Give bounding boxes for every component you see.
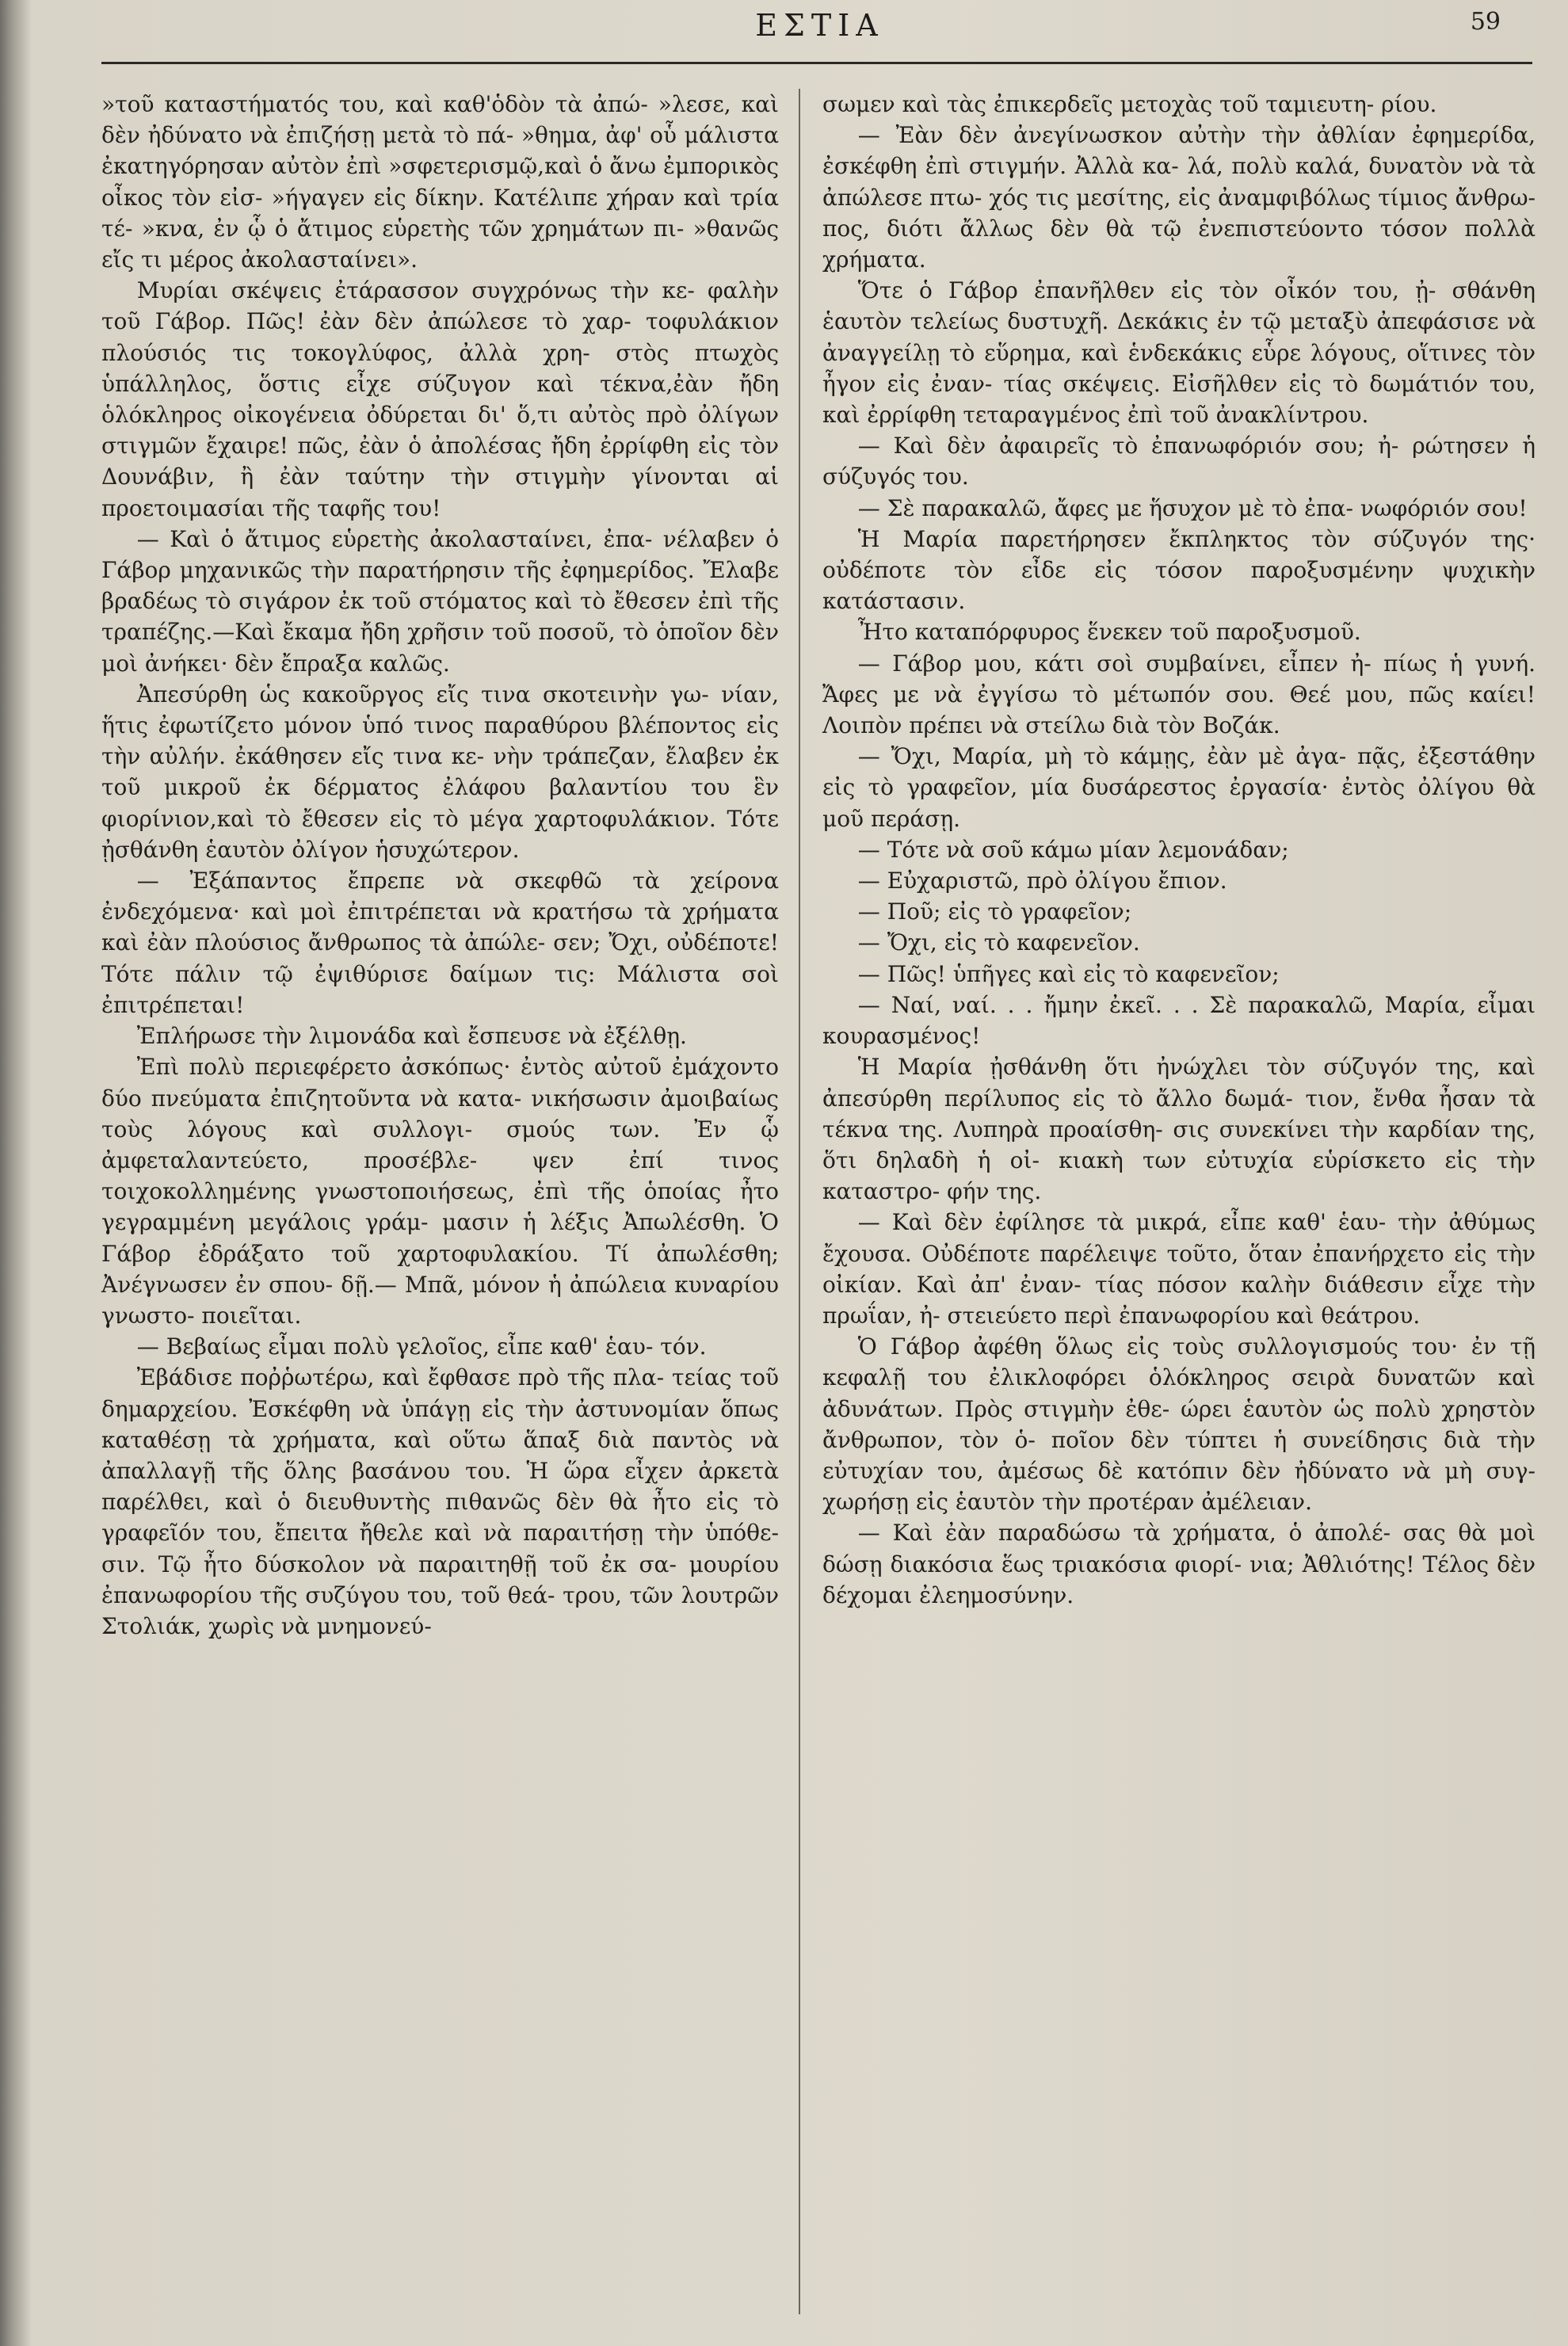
paragraph: — Καὶ δὲν ἐφίλησε τὰ μικρά, εἶπε καθ' ἑαυ- τὴν ἀθύμως ἔχουσα. Οὐδέποτε παρέλειψε τοῦτο, ὅταν ἐπανήρχετο εἰς τὴν οἰκίαν. Καὶ ἀπ' ἐναν- τίας πόσον καλὴν διάθεσιν εἶχε τὴν πρωΐαν, ἠ- στειεύετο περὶ ἐπανωφορίου καὶ θεάτρου. bbox=[822, 1209, 1536, 1329]
paragraph: Ὁ Γάβορ ἀφέθη ὅλως εἰς τοὺς συλλογισμούς του· ἐν τῇ κεφαλῇ του ἐλικλοφόρει ὁλόκληρος σειρὰ δυνατῶν καὶ ἀδυνάτων. Πρὸς στιγμὴν ἐθε- ώρει ἑαυτὸν ὡς πολὺ χρηστὸν ἄνθρωπον, τὸν ὁ- ποῖον δὲν τύπτει ἡ συνείδησις διὰ τὴν εὐτυχίαν του, ἀμέσως δὲ κατόπιν δὲν ἠδύνατο νὰ μὴ συγ- χωρήσῃ εἰς ἑαυτὸν τὴν προτέραν ἀμέλειαν. bbox=[822, 1333, 1536, 1516]
paragraph: — Εὐχαριστῶ, πρὸ ὀλίγου ἔπιον. bbox=[857, 868, 1227, 895]
paragraph: — Ποῦ; εἰς τὸ γραφεῖον; bbox=[857, 898, 1132, 925]
paragraph: Ἦτο καταπόρφυρος ἕνεκεν τοῦ παροξυσμοῦ. bbox=[857, 619, 1361, 646]
page-number: 59 bbox=[1470, 8, 1501, 36]
paragraph: — Ἐὰν δὲν ἀνεγίνωσκον αὐτὴν τὴν ἀθλίαν ἐφημερίδα, ἐσκέφθη ἐπὶ στιγμήν. Ἀλλὰ κα- λά, πολὺ καλά, δυνατὸν νὰ τὰ ἀπώλεσε πτω- χός τις μεσίτης, εἰς ἀναμφιβόλως τίμιος ἄνθρω- πος, διότι ἄλλως δὲν θὰ τῷ ἐνεπιστεύοντο τόσον πολλὰ χρήματα. bbox=[822, 122, 1536, 273]
paragraph: Ὅτε ὁ Γάβορ ἐπανῆλθεν εἰς τὸν οἶκόν του, ᾐ- σθάνθη ἑαυτὸν τελείως δυστυχῆ. Δεκάκις ἐν τῷ μεταξὺ ἀπεφάσισε νὰ ἀναγγείλῃ τὸ εὕρημα, καὶ ἑνδεκάκις εὗρε λόγους, οἵτινες τὸν ἦγον εἰς ἐναν- τίας σκέψεις. Εἰσῆλθεν εἰς τὸ δωμάτιόν του, καὶ ἐρρίφθη τεταραγμένος ἐπὶ τοῦ ἀνακλίντρου. bbox=[822, 277, 1536, 429]
paragraph: — Τότε νὰ σοῦ κάμω μίαν λεμονάδαν; bbox=[857, 836, 1289, 863]
paragraph: — Πῶς! ὑπῆγες καὶ εἰς τὸ καφενεῖον; bbox=[857, 960, 1280, 987]
paragraph: Ἐπὶ πολὺ περιεφέρετο ἀσκόπως· ἐντὸς αὐτοῦ ἐμάχοντο δύο πνεύματα ἐπιζητοῦντα νὰ κατα- νικήσωσιν ἀμοιβαίως τοὺς λόγους καὶ συλλογι- σμούς των. Ἐν ᾧ ἀμφεταλαντεύετο, προσέβλε- ψεν ἐπί τινος τοιχοκολλημένης γνωστοποιήσεως, ἐπὶ τῆς ὁποίας ἦτο γεγραμμένη μεγάλοις γράμ- μασιν ἡ λέξις Ἀπωλέσθη. Ὁ Γάβορ ἐδράξατο τοῦ χαρτοφυλακίου. Τί ἀπωλέσθη; Ἀνέγνωσεν ἐν σπου- δῇ.— Μπᾶ, μόνον ἡ ἀπώλεια κυναρίου γνωστο- ποιεῖται. bbox=[101, 1054, 779, 1329]
paragraph: — Ναί, ναί. . . ἤμην ἐκεῖ. . . Σὲ παρακαλῶ, Μαρία, εἶμαι κουρασμένος! bbox=[822, 991, 1536, 1050]
paragraph: — Βεβαίως εἶμαι πολὺ γελοῖος, εἶπε καθ' ἑαυ- τόν. bbox=[136, 1333, 707, 1360]
paragraph: Ἡ Μαρία ᾐσθάνθη ὅτι ἠνώχλει τὸν σύζυγόν της, καὶ ἀπεσύρθη περίλυπος εἰς τὸ ἄλλο δωμά- τιον, ἔνθα ἦσαν τὰ τέκνα της. Λυπηρὰ προαίσθη- σις συνεκίνει τὴν καρδίαν της, ὅτι δηλαδὴ ἡ οἰ- κιακὴ των εὐτυχία εὑρίσκετο εἰς τὴν καταστρο- φήν της. bbox=[822, 1054, 1536, 1205]
paragraph: — Ὄχι, εἰς τὸ καφενεῖον. bbox=[857, 929, 1140, 956]
column-divider bbox=[799, 89, 800, 2314]
paragraph: »τοῦ καταστήματός του, καὶ καθ'ὁδὸν τὰ ἀπώ- »λεσε, καὶ δὲν ἠδύνατο νὰ ἐπιζήσῃ μετὰ τὸ πά- »θημα, ἀφ' οὗ μάλιστα ἐκατηγόρησαν αὐτὸν ἐπὶ »σφετερισμῷ,καὶ ὁ ἄνω ἐμπορικὸς οἶκος τὸν εἰσ- »ήγαγεν εἰς δίκην. Κατέλιπε χήραν καὶ τρία τέ- »κνα, ἐν ᾧ ὁ ἄτιμος εὑρετὴς τῶν χρημάτων πι- »θανῶς εἴς τι μέρος ἀκολασταίνει». bbox=[101, 91, 779, 273]
paragraph: Ἐπλήρωσε τὴν λιμονάδα καὶ ἔσπευσε νὰ ἐξέλθῃ. bbox=[136, 1023, 687, 1050]
header-rule bbox=[101, 62, 1532, 64]
paragraph: Μυρίαι σκέψεις ἐτάρασσον συγχρόνως τὴν κε- φαλὴν τοῦ Γάβορ. Πῶς! ἐὰν δὲν ἀπώλεσε τὸ χαρ- τοφυλάκιον πλούσιός τις τοκογλύφος, ἀλλὰ χρη- στὸς πτωχὸς ὑπάλληλος, ὅστις εἶχε σύζυγον καὶ τέκνα,ἐὰν ἤδη ὁλόκληρος οἰκογένεια ὀδύρεται δι' ὅ,τι αὐτὸς πρὸ ὀλίγων στιγμῶν ἔχαιρε! πῶς, ἐὰν ὁ ἀπολέσας ἤδη ἐρρίφθη εἰς τὸν Δουνάβιν, ἢ ἐὰν ταύτην τὴν στιγμὴν γίνονται αἱ προετοιμασίαι τῆς ταφῆς του! bbox=[101, 277, 779, 521]
paragraph: Ἡ Μαρία παρετήρησεν ἔκπληκτος τὸν σύζυγόν της· οὐδέποτε τὸν εἶδε εἰς τόσον παροξυσμένην ψυχικὴν κατάστασιν. bbox=[822, 525, 1536, 615]
paragraph: — Καὶ ὁ ἄτιμος εὑρετὴς ἀκολασταίνει, ἐπα- νέλαβεν ὁ Γάβορ μηχανικῶς τὴν παρατήρησιν τῆς ἐφημερίδος. Ἔλαβε βραδέως τὸ σιγάρον ἐκ τοῦ στόματος καὶ τὸ ἔθεσεν ἐπὶ τῆς τραπέζης.—Καὶ ἔκαμα ἤδη χρῆσιν τοῦ ποσοῦ, τὸ ὁποῖον δὲν μοὶ ἀνήκει· δὲν ἔπραξα καλῶς. bbox=[101, 525, 779, 677]
paragraph: Ἐβάδισε ποῤῥωτέρω, καὶ ἔφθασε πρὸ τῆς πλα- τείας τοῦ δημαρχείου. Ἐσκέφθη νὰ ὑπάγῃ εἰς τὴν ἀστυνομίαν ὅπως καταθέσῃ τὰ χρήματα, καὶ οὕτω ἅπαξ διὰ παντὸς νὰ ἀπαλλαγῇ τῆς ὅλης βασάνου του. Ἡ ὥρα εἶχεν ἀρκετὰ παρέλθει, καὶ ὁ διευθυντὴς πιθανῶς δὲν θὰ ἦτο εἰς τὸ γραφεῖόν του, ἔπειτα ἤθελε καὶ νὰ παραιτήσῃ τὴν ὑπόθε- σιν. Τῷ ἦτο δύσκολον νὰ παραιτηθῇ τοῦ ἐκ σα- μουρίου ἐπανωφορίου τῆς συζύγου του, τοῦ θεά- τρου, τῶν λουτρῶν Στολιάκ, χωρὶς νὰ μνημονεύ- bbox=[101, 1364, 779, 1639]
running-title: ΕΣΤΙΑ bbox=[755, 8, 884, 43]
right-column bbox=[822, 89, 1536, 2330]
paragraph: — Γάβορ μου, κάτι σοὶ συμβαίνει, εἶπεν ἠ- πίως ἡ γυνή. Ἄφες με νὰ ἐγγίσω τὸ μέτωπόν σου. Θεέ μου, πῶς καίει! Λοιπὸν πρέπει νὰ στείλω διὰ τὸν Βοζάκ. bbox=[822, 650, 1536, 739]
paragraph: — Ὄχι, Μαρία, μὴ τὸ κάμῃς, ἐὰν μὲ ἀγα- πᾷς, ἐξεστάθην εἰς τὸ γραφεῖον, μία δυσάρεστος ἐργασία· ἐντὸς ὀλίγου θὰ μοῦ περάσῃ. bbox=[822, 743, 1536, 832]
paragraph: — Ἐξάπαντος ἔπρεπε νὰ σκεφθῶ τὰ χείρονα ἐνδεχόμενα· καὶ μοὶ ἐπιτρέπεται νὰ κρατήσω τὰ χρήματα καὶ ἐὰν πλούσιος ἄνθρωπος τὰ ἀπώλε- σεν; Ὄχι, οὐδέποτε! Τότε πάλιν τῷ ἐψιθύρισε δαίμων τις: Μάλιστα σοὶ ἐπιτρέπεται! bbox=[101, 868, 779, 1018]
paragraph: — Καὶ ἐὰν παραδώσω τὰ χρήματα, ὁ ἀπολέ- σας θὰ μοὶ δώσῃ διακόσια ἕως τριακόσια φιορί- νια; Ἀθλιότης! Τέλος δὲν δέχομαι ἐλεημοσύνην. bbox=[822, 1520, 1536, 1608]
paragraph: Ἀπεσύρθη ὡς κακοῦργος εἴς τινα σκοτεινὴν γω- νίαν, ἥτις ἐφωτίζετο μόνον ὑπό τινος παραθύρου βλέποντος εἰς τὴν αὐλήν. ἐκάθησεν εἴς τινα κε- νὴν τράπεζαν, ἔλαβεν ἐκ τοῦ μικροῦ ἐκ δέρματος ἐλάφου βαλαντίου του ἓν φιορίνιον,καὶ τὸ ἔθεσεν εἰς τὸ μέγα χαρτοφυλάκιον. Τότε ᾐσθάνθη ἑαυτὸν ὀλίγον ἡσυχώτερον. bbox=[101, 681, 779, 863]
paragraph: — Καὶ δὲν ἀφαιρεῖς τὸ ἐπανωφόριόν σου; ἠ- ρώτησεν ἡ σύζυγός του. bbox=[822, 433, 1536, 490]
left-column bbox=[101, 89, 779, 2330]
page-header bbox=[103, 0, 1536, 55]
paragraph: — Σὲ παρακαλῶ, ἄφες με ἥσυχον μὲ τὸ ἐπα- νωφόριόν σου! bbox=[857, 494, 1528, 521]
paragraph: σωμεν καὶ τὰς ἐπικερδεῖς μετοχὰς τοῦ ταμιευτη- ρίου. bbox=[822, 91, 1437, 117]
